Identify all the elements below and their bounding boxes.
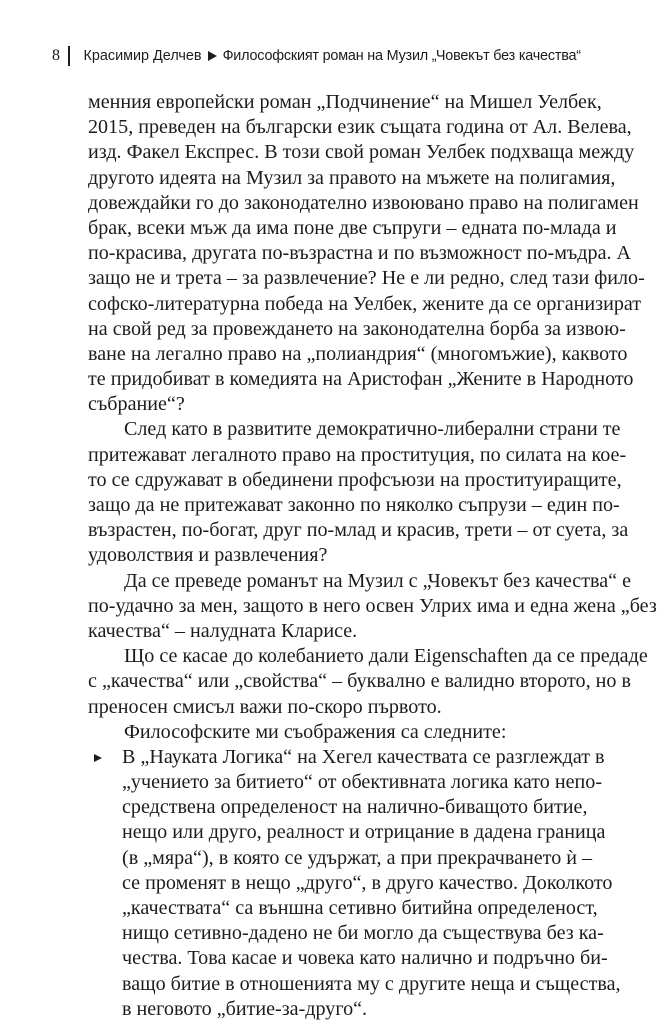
text-line: довеждайки го до законодателно извоювано право на полигамен — [88, 191, 639, 214]
text-line: удоволствия и развлечения? — [88, 544, 328, 567]
bullet-arrow-icon — [94, 754, 102, 762]
page-number: 8 — [52, 47, 60, 64]
text-line: брак, всеки мъж да има поне две съпруги – едната по-млада и — [88, 216, 617, 239]
text-line: с „качества“ или „свойства“ – буквално е валидно второто, но в — [88, 670, 631, 693]
text-line: събрание“? — [88, 393, 185, 416]
text-line: Философските ми съображения са следните: — [124, 720, 507, 743]
paragraph — [88, 720, 580, 745]
text-line: в неговото „битие-за-друго“. — [122, 997, 368, 1020]
text-line: Да се преведе романът на Музил с „Човекът без качества“ е — [124, 569, 631, 592]
text-line: преносен смисъл важи по-скоро първото. — [88, 695, 442, 718]
running-header — [52, 42, 612, 70]
text-line: защо не и трета – за развлечение? Не е ли редно, след тази фило- — [88, 267, 645, 290]
text-line: средствена определеност на налично-биващото битие, — [122, 796, 588, 819]
header-title: Философският роман на Музил „Човекът без качества“ — [222, 48, 581, 64]
text-line: по-красива, другата по-възрастна и по възможност по-мъдра. А — [88, 242, 632, 265]
text-line: се променят в нещо „друго“, в друго качество. Доколкото — [122, 871, 613, 894]
bullet-item — [88, 745, 621, 1022]
text-line: изд. Факел Експрес. В този свой роман Уелбек подхваща между — [88, 141, 635, 164]
header-divider — [68, 46, 70, 66]
text-line: ващо битие в отношенията му с другите неща и същества, — [122, 972, 621, 995]
text-line: ване на легално право на „полиандрия“ (многомъжие), каквото — [88, 342, 628, 365]
text-line: нищо сетивно-дадено не би могло да съществува без ка- — [122, 922, 604, 945]
text-line: (в „мяра“), в която се удържат, а при прекрачването ѝ – — [122, 846, 593, 869]
paragraph — [88, 569, 657, 645]
paragraph — [88, 644, 648, 720]
text-line: то се сдружават в обединени профсъюзи на проституиращите, — [88, 468, 622, 491]
paragraph — [88, 90, 645, 417]
text-line: софско-литературна победа на Уелбек, жените да се организират — [88, 292, 642, 315]
text-line: „учението за битието“ от обективната логика като непо- — [122, 771, 603, 794]
arrow-right-icon — [208, 51, 217, 61]
text-line: другото идеята на Музил за правото на мъжете на полигамия, — [88, 166, 616, 189]
text-line: 2015, преведен на български език същата година от Ал. Велева, — [88, 116, 632, 139]
text-line: на свой ред за провеждането на законодателна борба за извою- — [88, 317, 626, 340]
header-author: Красимир Делчев — [83, 48, 202, 64]
text-line: менния европейски роман „Подчинение“ на Мишел Уелбек, — [88, 91, 602, 113]
text-line: те придобиват в комедията на Аристофан „Жените в Народното — [88, 368, 634, 391]
text-line: възрастен, по-богат, друг по-млад и красив, трети – от суета, за — [88, 519, 629, 542]
text-line: нещо или друго, реалност и отрицание в дадена граница — [122, 821, 606, 844]
text-line: „качествата“ са външна сетивно битийна определеност, — [122, 897, 598, 919]
text-line: по-удачно за мен, защото в него освен Улрих има и една жена „без — [88, 594, 657, 617]
text-line: Що се касае до колебанието дали Eigenschaften да се предаде — [124, 645, 648, 668]
text-line: притежават легалното право на проституция, по силата на кое- — [88, 443, 627, 466]
text-line: чества. Това касае и човека като налично и подръчно би- — [122, 947, 608, 970]
text-line: В „Науката Логика“ на Хегел качествата се разглеждат в — [122, 745, 605, 768]
text-line: След като в развитите демократично-либерални страни те — [124, 418, 621, 441]
paragraph — [88, 417, 629, 568]
body-text — [88, 90, 657, 1022]
text-line: качества“ – налудната Кларисе. — [88, 619, 358, 642]
text-line: защо да не притежават законно по няколко съпрузи – един по- — [88, 494, 620, 516]
